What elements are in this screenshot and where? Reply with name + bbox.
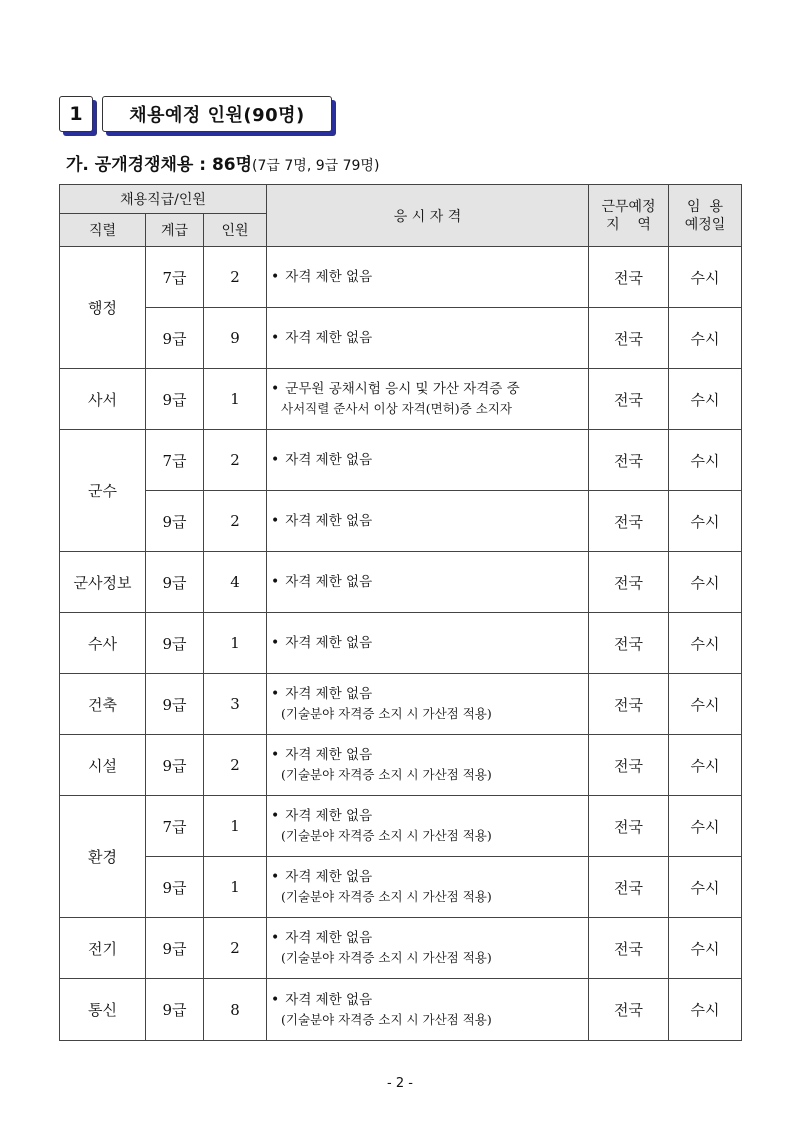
qualification-item: • 자격 제한 없음 <box>271 745 588 765</box>
cell-grade: 9급 <box>146 674 204 735</box>
cell-qualification <box>267 247 589 308</box>
cell-qualification <box>267 491 589 552</box>
cell-count: 2 <box>204 430 267 491</box>
cell-date: 수시 <box>669 247 742 308</box>
cell-series: 군사정보 <box>60 552 146 613</box>
header-region-line2: 지 역 <box>606 216 651 233</box>
cell-qualification <box>267 369 589 430</box>
cell-region: 전국 <box>589 247 669 308</box>
cell-count: 1 <box>204 369 267 430</box>
subsection-title <box>66 150 379 175</box>
cell-series: 전기 <box>60 918 146 979</box>
cell-series: 수사 <box>60 613 146 674</box>
cell-grade: 9급 <box>146 613 204 674</box>
recruitment-table <box>59 184 742 1041</box>
cell-date: 수시 <box>669 308 742 369</box>
qualification-item: • 자격 제한 없음 <box>271 511 588 531</box>
cell-count: 2 <box>204 918 267 979</box>
cell-series: 시설 <box>60 735 146 796</box>
table-row <box>60 430 742 491</box>
cell-count: 3 <box>204 674 267 735</box>
cell-region: 전국 <box>589 796 669 857</box>
subsection-paren: (7급 7명, 9급 79명) <box>252 158 380 174</box>
cell-qualification <box>267 308 589 369</box>
table-row <box>60 552 742 613</box>
cell-grade: 7급 <box>146 796 204 857</box>
cell-region: 전국 <box>589 552 669 613</box>
qualification-item: • 자격 제한 없음 <box>271 328 588 348</box>
cell-count: 2 <box>204 491 267 552</box>
header-date <box>669 185 742 247</box>
table-row <box>60 674 742 735</box>
qualification-note: (기술분야 자격증 소지 시 가산점 적용) <box>281 828 492 843</box>
cell-grade: 9급 <box>146 918 204 979</box>
cell-qualification <box>267 857 589 918</box>
cell-count: 4 <box>204 552 267 613</box>
cell-region: 전국 <box>589 918 669 979</box>
cell-qualification <box>267 735 589 796</box>
cell-date: 수시 <box>669 430 742 491</box>
qualification-item: • 자격 제한 없음 <box>271 806 588 826</box>
cell-date: 수시 <box>669 674 742 735</box>
cell-region: 전국 <box>589 735 669 796</box>
cell-count: 2 <box>204 735 267 796</box>
qualification-item: • 자격 제한 없음 <box>271 267 588 287</box>
table-row <box>60 613 742 674</box>
qualification-item: • 자격 제한 없음 <box>271 633 588 653</box>
cell-region: 전국 <box>589 369 669 430</box>
header-qualification: 응 시 자 격 <box>267 185 589 247</box>
header-date-line1: 임 용 <box>687 198 723 215</box>
qualification-item: • 자격 제한 없음 <box>271 450 588 470</box>
header-region <box>589 185 669 247</box>
header-date-line2: 예정일 <box>684 216 726 233</box>
cell-series: 사서 <box>60 369 146 430</box>
cell-count: 9 <box>204 308 267 369</box>
table-row <box>60 979 742 1041</box>
qualification-item: • 자격 제한 없음 <box>271 867 588 887</box>
cell-region: 전국 <box>589 979 669 1041</box>
qualification-item: • 자격 제한 없음 <box>271 572 588 592</box>
cell-date: 수시 <box>669 979 742 1041</box>
section-number: 1 <box>59 96 93 132</box>
cell-qualification <box>267 430 589 491</box>
table-row <box>60 918 742 979</box>
cell-count: 1 <box>204 796 267 857</box>
cell-grade: 7급 <box>146 430 204 491</box>
table-row <box>60 796 742 857</box>
cell-region: 전국 <box>589 613 669 674</box>
header-count: 인원 <box>204 214 267 247</box>
cell-series: 환경 <box>60 796 146 918</box>
cell-region: 전국 <box>589 491 669 552</box>
cell-date: 수시 <box>669 918 742 979</box>
qualification-note: (기술분야 자격증 소지 시 가산점 적용) <box>281 889 492 904</box>
cell-series: 통신 <box>60 979 146 1041</box>
table-row <box>60 308 742 369</box>
header-group: 채용직급/인원 <box>60 185 267 214</box>
cell-grade: 9급 <box>146 552 204 613</box>
qualification-note: (기술분야 자격증 소지 시 가산점 적용) <box>281 1011 492 1027</box>
cell-series: 건축 <box>60 674 146 735</box>
cell-series: 행정 <box>60 247 146 369</box>
cell-series: 군수 <box>60 430 146 552</box>
qualification-line: 사서직렬 준사서 이상 자격(면허)증 소지자 <box>281 401 512 416</box>
cell-region: 전국 <box>589 674 669 735</box>
table-row <box>60 735 742 796</box>
qualification-item: • 자격 제한 없음 <box>271 928 588 948</box>
qualification-note: (기술분야 자격증 소지 시 가산점 적용) <box>281 706 492 721</box>
cell-date: 수시 <box>669 613 742 674</box>
cell-date: 수시 <box>669 552 742 613</box>
subsection-main: 가. 공개경쟁채용 : 86명 <box>66 155 253 175</box>
cell-qualification <box>267 613 589 674</box>
table-row <box>60 369 742 430</box>
qualification-item: • 자격 제한 없음 <box>271 990 588 1010</box>
cell-region: 전국 <box>589 857 669 918</box>
header-grade: 계급 <box>146 214 204 247</box>
qualification-item: • 자격 제한 없음 <box>271 684 588 704</box>
qualification-item: • 군무원 공채시험 응시 및 가산 자격증 중 <box>271 379 588 399</box>
qualification-note: (기술분야 자격증 소지 시 가산점 적용) <box>281 767 492 782</box>
table-row <box>60 247 742 308</box>
cell-date: 수시 <box>669 491 742 552</box>
cell-qualification <box>267 918 589 979</box>
cell-date: 수시 <box>669 369 742 430</box>
table-row <box>60 491 742 552</box>
cell-grade: 9급 <box>146 735 204 796</box>
cell-region: 전국 <box>589 430 669 491</box>
cell-count: 1 <box>204 613 267 674</box>
section-title: 채용예정 인원(90명) <box>102 96 332 132</box>
cell-grade: 9급 <box>146 491 204 552</box>
cell-date: 수시 <box>669 735 742 796</box>
cell-grade: 9급 <box>146 979 204 1041</box>
cell-count: 2 <box>204 247 267 308</box>
cell-grade: 9급 <box>146 308 204 369</box>
cell-qualification <box>267 552 589 613</box>
cell-grade: 9급 <box>146 369 204 430</box>
cell-qualification <box>267 979 589 1041</box>
cell-grade: 9급 <box>146 857 204 918</box>
cell-count: 1 <box>204 857 267 918</box>
cell-qualification <box>267 674 589 735</box>
cell-qualification <box>267 796 589 857</box>
cell-grade: 7급 <box>146 247 204 308</box>
header-series: 직렬 <box>60 214 146 247</box>
header-region-line1: 근무예정 <box>601 198 656 215</box>
table-row <box>60 857 742 918</box>
qualification-note: (기술분야 자격증 소지 시 가산점 적용) <box>281 950 492 965</box>
cell-count: 8 <box>204 979 267 1041</box>
page-number: - 2 - <box>387 1076 413 1091</box>
cell-date: 수시 <box>669 857 742 918</box>
cell-region: 전국 <box>589 308 669 369</box>
cell-date: 수시 <box>669 796 742 857</box>
